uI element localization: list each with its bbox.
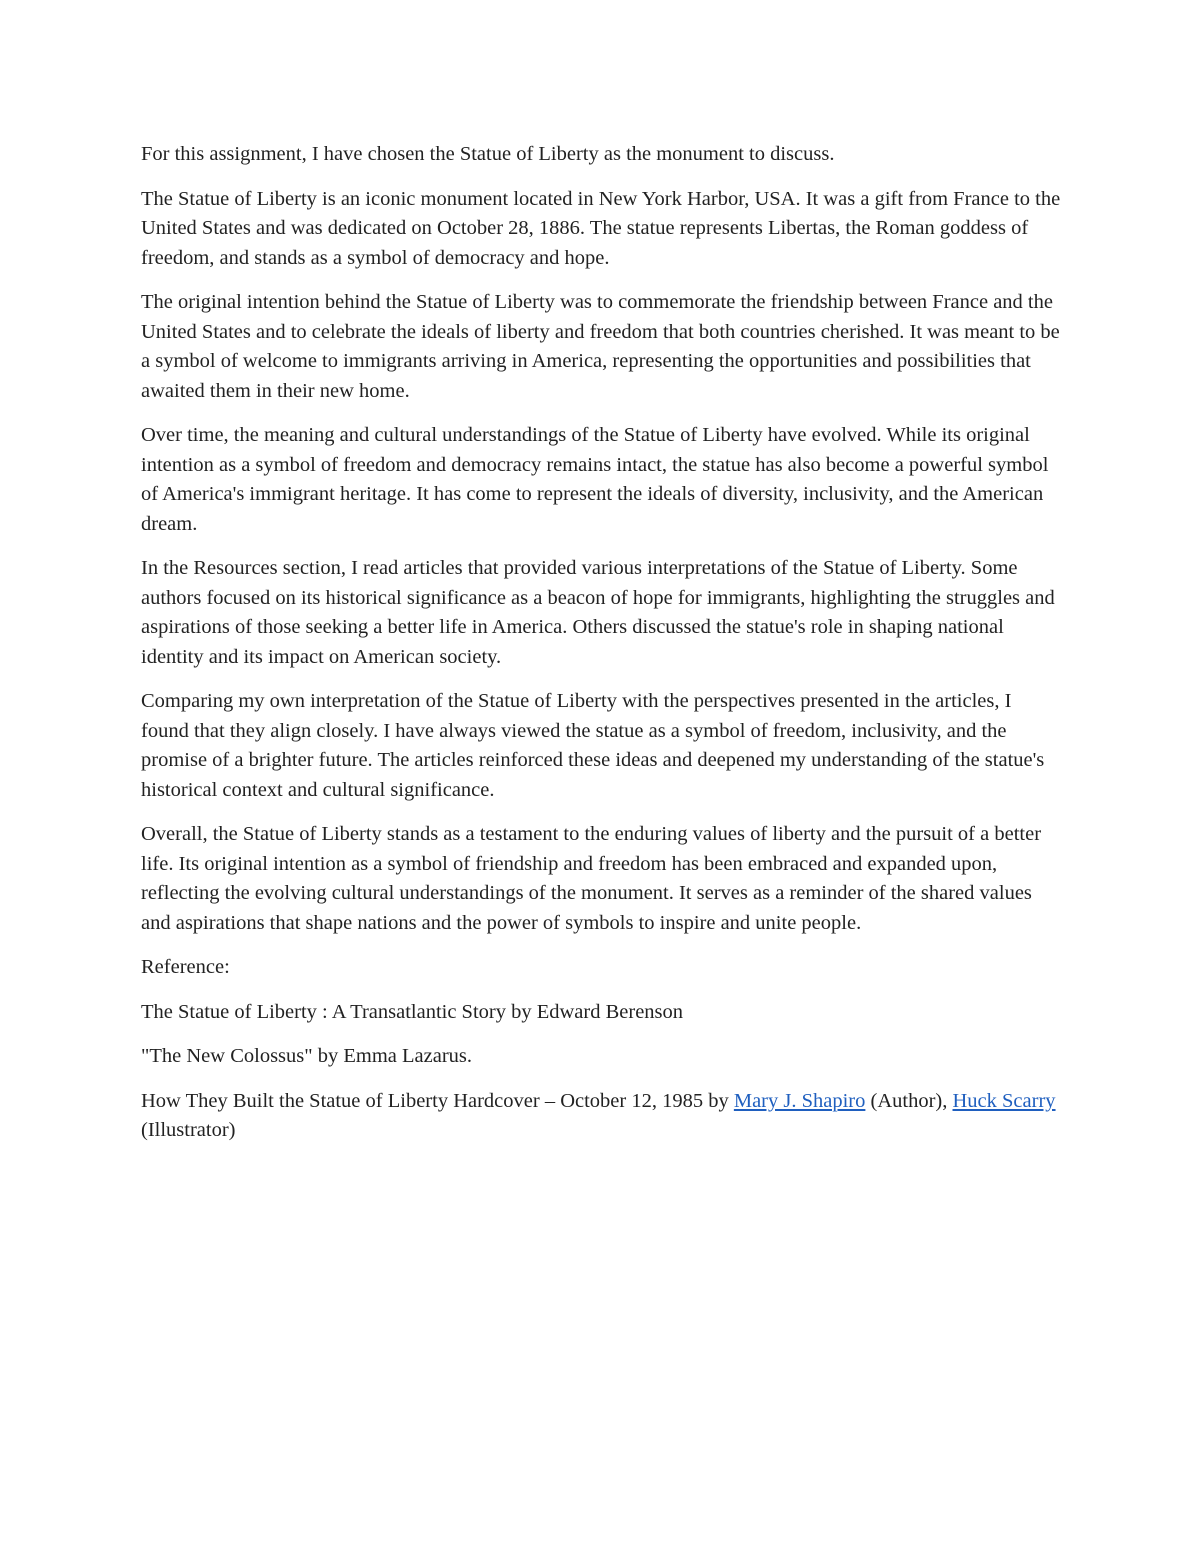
reference-item-3: [141, 1087, 1061, 1146]
illustrator-link-huck-scarry[interactable]: Huck Scarry: [952, 1089, 1056, 1112]
paragraph-evolving-meaning: Over time, the meaning and cultural understandings of the Statue of Liberty have evolved. While its original intention as a symbol of freedom and democracy remains intact, the statue has also become a powerful symbol of America's immigrant heritage. It has come to represent the ideals of diversity, inclusivity, and the American dream.: [141, 424, 1049, 535]
author-link-mary-shapiro[interactable]: Mary J. Shapiro: [733, 1089, 866, 1112]
paragraph-comparison: Comparing my own interpretation of the Statue of Liberty with the perspectives presented in the articles, I found that they align closely. I have always viewed the statue as a symbol of freedom, inclusivity, and the promise of a brighter future. The articles reinforced these ideas and deepened my understanding of the statue's historical context and cultural significance.: [141, 690, 1045, 801]
document-body: [141, 140, 1061, 1161]
author-role-label: (Author),: [865, 1089, 953, 1112]
intro-paragraph: For this assignment, I have chosen the Statue of Liberty as the monument to discuss.: [141, 143, 835, 165]
reference-3-prefix: How They Built the Statue of Liberty Hardcover – October 12, 1985 by: [141, 1089, 734, 1112]
illustrator-role-label: (Illustrator): [141, 1119, 236, 1141]
paragraph-original-intention: The original intention behind the Statue of Liberty was to commemorate the friendship between France and the United States and to celebrate the ideals of liberty and freedom that both countries cherished. It was meant to be a symbol of welcome to immigrants arriving in America, representing the opportunities and possibilities that awaited them in their new home.: [141, 291, 1060, 402]
reference-item-2: "The New Colossus" by Emma Lazarus.: [141, 1045, 473, 1067]
paragraph-overview: The Statue of Liberty is an iconic monument located in New York Harbor, USA. It was a gift from France to the United States and was dedicated on October 28, 1886. The statue represents Libertas, the Roman goddess of freedom, and stands as a symbol of democracy and hope.: [141, 187, 1061, 269]
paragraph-conclusion: Overall, the Statue of Liberty stands as a testament to the enduring values of liberty and the pursuit of a better life. Its original intention as a symbol of friendship and freedom has been embraced and expanded upon, reflecting the evolving cultural understandings of the monument. It serves as a reminder of the shared values and aspirations that shape nations and the power of symbols to inspire and unite people.: [141, 823, 1042, 934]
reference-heading: Reference:: [141, 956, 230, 978]
reference-item-1: The Statue of Liberty : A Transatlantic Story by Edward Berenson: [141, 1000, 684, 1023]
paragraph-resources: In the Resources section, I read articles that provided various interpretations of the Statue of Liberty. Some authors focused on its historical significance as a beacon of hope for immigrants, highlighting the struggles and aspirations of those seeking a better life in America. Others discussed the statue's role in shaping national identity and its impact on American society.: [141, 557, 1055, 668]
